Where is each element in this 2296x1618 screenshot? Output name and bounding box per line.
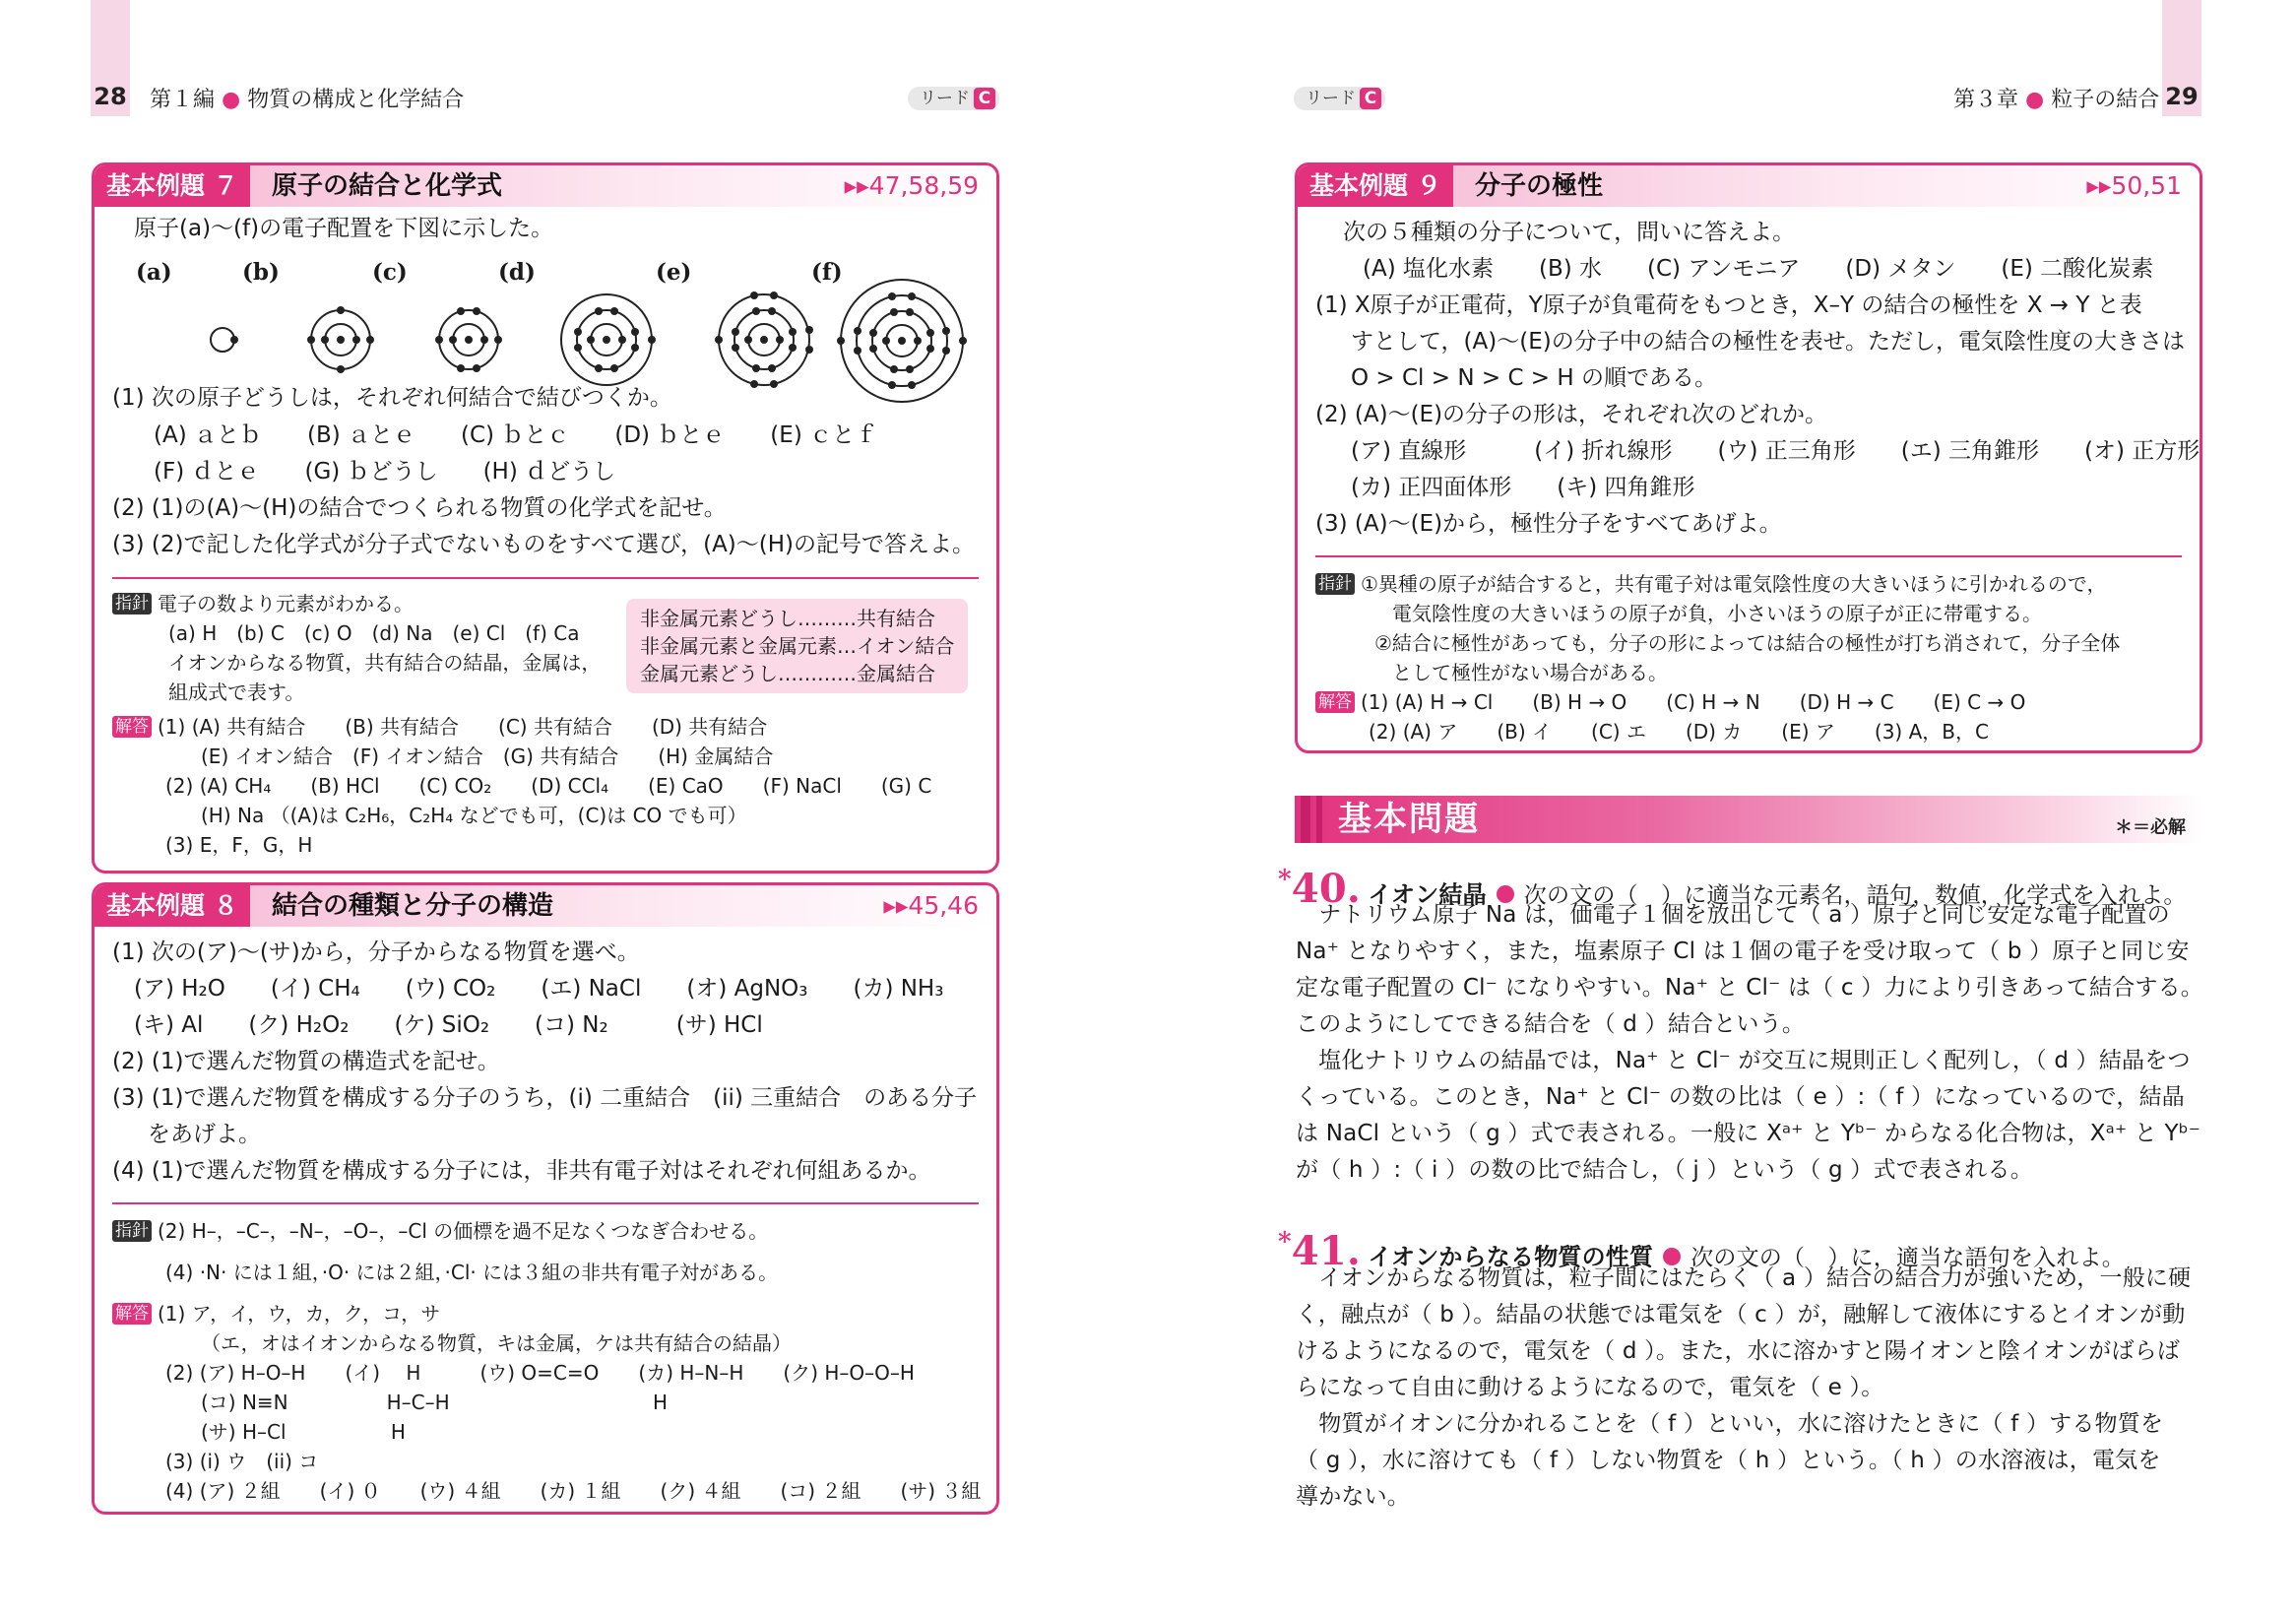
answer-line-7: (4) (ア) ２組 (イ) ０ (ウ) ４組 (カ) １組 (ク) ４組 (コ) ２組 (サ) ３組	[165, 1479, 982, 1503]
atom-c-diagram	[435, 307, 502, 372]
page-number: 28	[94, 83, 127, 110]
hint-line-1: 指針 ①異種の原子が結合すると，共有電子対は電気陰性度の大きいほうに引かれるので，	[1315, 569, 2107, 599]
problem-40-line: くっている。このとき，Na⁺ と Cl⁻ の数の比は（ e ）:（ f ）になっているので，結晶	[1296, 1084, 2185, 1110]
hint-line-4: 組成式で表す。	[168, 680, 305, 704]
example-title: 分子の極性	[1475, 171, 1604, 201]
answer-tag: 解答	[112, 716, 152, 738]
divider	[1315, 555, 2182, 557]
problem-40-line: は NaCl という（ g ）式で表される。一般に Xᵃ⁺ と Yᵇ⁻ からなる化合物は，Xᵃ⁺ と Yᵇ⁻	[1296, 1121, 2201, 1146]
section-title: 基本問題	[1338, 800, 1480, 839]
running-head-chapter: 第３章	[1953, 88, 2019, 112]
question-3-cont: をあげよ。	[148, 1122, 261, 1147]
intro-text: 原子(a)～(f)の電子配置を下図に示した。	[134, 216, 554, 241]
divider	[112, 577, 979, 579]
problem-41-line: けるようになるので，電気を（ d ）。また，水に溶かすと陽イオンと陰イオンがばらば	[1296, 1338, 2181, 1364]
question-2: (2) (1)で選んだ物質の構造式を記せ。	[112, 1049, 500, 1074]
problem-41-line: （ g ），水に溶けても（ f ）しない物質を（ h ）という。（ h ）の水溶液は，電気を	[1296, 1448, 2161, 1473]
answer-line-1: 解答 (1) (A) H → Cl (B) H → O (C) H → N (D) H → C (E) C → O	[1315, 687, 2025, 717]
question-3: (3) (2)で記した化学式が分子式でないものをすべて選び，(A)～(H)の記号で答えよ。	[112, 532, 976, 557]
question-1-choices-row1: (A) ａとｂ (B) ａとｅ (C) ｂとｃ (D) ｂとｅ (E) ｃとｆ	[154, 422, 878, 448]
answer-line-2: (E) イオン結合 (F) イオン結合 (G) 共有結合 (H) 金属結合	[201, 744, 774, 768]
question-4: (4) (1)で選んだ物質を構成する分子には，非共有電子対はそれぞれ何組あるか。	[112, 1158, 931, 1184]
atom-f-diagram	[828, 267, 976, 415]
required-legend: ＊＝必解	[2115, 817, 2186, 838]
problem-title: イオンからなる物質の性質	[1368, 1243, 1654, 1271]
problem-41-line: 物質がイオンに分かれることを（ f ）といい，水に溶けたときに（ f ）する物質を	[1296, 1411, 2164, 1437]
atom-label-d: (d)	[498, 259, 536, 286]
question-1-choices-row2: (キ) Al (ク) H₂O₂ (ケ) SiO₂ (コ) N₂ (サ) HCl	[134, 1012, 763, 1038]
atom-a-diagram	[211, 328, 238, 352]
answer-line-1: 解答 (1) (A) 共有結合 (B) 共有結合 (C) 共有結合 (D) 共有結合	[112, 712, 767, 742]
atom-label-c: (c)	[372, 259, 408, 286]
question-2: (2) (A)～(E)の分子の形は，それぞれ次のどれか。	[1315, 402, 1828, 427]
problem-41-line: イオンからなる物質は，粒子間にはたらく（ a ）結合の結合力が強いため，一般に硬	[1296, 1265, 2192, 1291]
answer-line-4: (H) Na （(A)は C₂H₆，C₂H₄ などでも可，(C)は CO でも可）	[201, 804, 747, 827]
question-1-cont1: すとして，(A)～(E)の分子中の結合の極性を表せ。ただし，電気陰性度の大きさは	[1351, 329, 2186, 355]
atom-label-f: (f)	[811, 259, 843, 286]
answer-line-1: 解答 (1) ア，イ，ウ，カ，ク，コ，サ	[112, 1299, 440, 1328]
example-ref: ▸▸45,46	[883, 891, 979, 920]
problem-40-line: Na⁺ となりやすく，また，塩素原子 Cl は１個の電子を受け取って（ b ）原子と同じ安	[1296, 938, 2190, 964]
hint-line-3: ②結合に極性があっても，分子の形によっては結合の極性が打ち消されて，分子全体	[1374, 631, 2121, 655]
answer-line-3: (2) (A) CH₄ (B) HCl (C) CO₂ (D) CCl₄ (E) CaO (F) NaCl (G) C	[165, 774, 932, 798]
example-ref: ▸▸50,51	[2086, 171, 2182, 200]
answer-tag: 解答	[112, 1303, 152, 1325]
page-number: 29	[2165, 83, 2199, 110]
hint-line-4: として極性がない場合がある。	[1392, 661, 1668, 684]
answer-line-2: （エ，オはイオンからなる物質，キは金属，ケは共有結合の結晶）	[201, 1331, 792, 1355]
example-title: 結合の種類と分子の構造	[272, 891, 554, 921]
example-title: 原子の結合と化学式	[272, 171, 503, 201]
hint-line-2: (4) ·N· には１組，·O· には２組，·Cl· には３組の非共有電子対がある。	[165, 1261, 779, 1284]
question-1-choices-row2: (F) ｄとｅ (G) ｂどうし (H) ｄどうし	[154, 459, 616, 485]
example-7-box	[92, 162, 999, 874]
hint-line-1: 指針 (2) H–，–C–，–N–，–O–，–Cl の価標を過不足なくつなぎ合わせる。	[112, 1216, 768, 1246]
atom-b-diagram	[307, 306, 374, 373]
atom-label-b: (b)	[242, 259, 280, 286]
answer-line-5: (サ) H–Cl H	[201, 1420, 406, 1444]
hint-line-3: イオンからなる物質，共有結合の結晶，金属は，	[168, 651, 602, 675]
problem-prompt: 次の文の（ ）に，適当な語句を入れよ。	[1690, 1245, 2126, 1271]
problem-41-line: らになって自由に動けるようになるので，電気を（ e ）。	[1296, 1375, 1884, 1400]
running-head: 第３章 ● 粒子の結合	[1953, 88, 2160, 112]
atom-d-diagram	[561, 294, 656, 385]
question-3: (3) (1)で選んだ物質を構成する分子のうち，(i) 二重結合 (ii) 三重結合 のある分子	[112, 1085, 978, 1111]
example-label: 基本例題 ９	[1298, 165, 1453, 207]
question-1-cont2: O > Cl > N > C > H の順である。	[1351, 365, 1717, 391]
answer-line-6: (3) (i) ウ (ii) コ	[165, 1450, 319, 1473]
answer-line-5: (3) E，F，G，H	[165, 833, 313, 857]
problem-prompt: 次の文の（ ）に適当な元素名，語句，数値，化学式を入れよ。	[1523, 882, 2187, 909]
hint-line-2: (a) H (b) C (c) O (d) Na (e) Cl (f) Ca	[168, 621, 580, 645]
running-head: 第１編 ● 物質の構成と化学結合	[150, 88, 465, 112]
answer-tag: 解答	[1315, 691, 1355, 713]
lead-badge: リード C	[1294, 87, 1385, 110]
example-label: 基本例題 ８	[95, 885, 250, 927]
atom-label-e: (e)	[656, 259, 692, 286]
question-1: (1) 次の原子どうしは，それぞれ何結合で結びつくか。	[112, 385, 672, 411]
section-header	[1295, 796, 2202, 843]
question-2: (2) (1)の(A)～(H)の結合でつくられる物質の化学式を記せ。	[112, 495, 727, 521]
lead-badge: リード C	[908, 87, 999, 110]
running-head-part: 第１編	[150, 88, 216, 112]
example-label: 基本例題 ７	[95, 165, 250, 207]
page-number-tab	[2162, 0, 2201, 116]
problem-40-line: 定な電子配置の Cl⁻ になりやすい。Na⁺ と Cl⁻ は（ c ）力により引きあって結合する。	[1296, 975, 2204, 1001]
page-number-tab	[91, 0, 130, 116]
problem-41-line: 導かない。	[1296, 1484, 1410, 1510]
question-1-choices-row1: (ア) H₂O (イ) CH₄ (ウ) CO₂ (エ) NaCl (オ) AgNO₃ (カ) NH₃	[134, 976, 944, 1002]
problem-40-line: 塩化ナトリウムの結晶では，Na⁺ と Cl⁻ が交互に規則正しく配列し，（ d ）結晶をつ	[1296, 1048, 2191, 1073]
running-head-title: 物質の構成と化学結合	[247, 88, 465, 112]
example-9-box	[1295, 162, 2202, 753]
problem-number: *40.	[1278, 866, 1361, 913]
hint-line-2: 電気陰性度の大きいほうの原子が負，小さいほうの原子が正に帯電する。	[1392, 602, 2042, 625]
hint-line-1: 指針 電子の数より元素がわかる。	[112, 589, 414, 618]
question-1: (1) 次の(ア)～(サ)から，分子からなる物質を選べ。	[112, 939, 640, 965]
running-head-title: 粒子の結合	[2051, 88, 2160, 112]
problem-40-line: ナトリウム原子 Na は，価電子１個を放出して（ a ）原子と同じ安定な電子配置の	[1296, 902, 2170, 928]
intro-text: 次の５種類の分子について，問いに答えよ。	[1343, 220, 1796, 245]
divider	[112, 1202, 979, 1204]
bond-type-note: 非金属元素どうし………共有結合 非金属元素と金属元素…イオン結合 金属元素どうし…………金属結合	[626, 599, 968, 693]
question-3: (3) (A)～(E)から，極性分子をすべてあげよ。	[1315, 511, 1782, 537]
hint-tag: 指針	[112, 593, 152, 615]
problem-number: *41.	[1278, 1228, 1361, 1275]
problem-40-line: このようにしてできる結合を（ d ）結合という。	[1296, 1011, 1806, 1037]
answer-line-3: (2) (ア) H–O–H (イ) H (ウ) O=C=O (カ) H–N–H (ク) H–O–O–H	[165, 1361, 915, 1385]
question-2-choices-row1: (ア) 直線形 (イ) 折れ線形 (ウ) 正三角形 (エ) 三角錐形 (オ) 正方形	[1351, 438, 2200, 464]
molecule-list: (A) 塩化水素 (B) 水 (C) アンモニア (D) メタン (E) 二酸化炭素	[1363, 256, 2154, 282]
example-ref: ▸▸47,58,59	[844, 171, 979, 200]
hint-tag: 指針	[112, 1220, 152, 1242]
answer-line-2: (2) (A) ア (B) イ (C) エ (D) カ (E) ア (3) A，B，C	[1369, 720, 1989, 744]
answer-line-4: (コ) N≡N H–C–H H	[201, 1391, 669, 1414]
problem-40-line: が（ h ）:（ i ）の数の比で結合し，（ j ）という（ g ）式で表される。	[1296, 1157, 2033, 1183]
question-2-choices-row2: (カ) 正四面体形 (キ) 四角錐形	[1351, 475, 1695, 500]
example-8-box	[92, 882, 999, 1515]
problem-title: イオン結晶	[1368, 880, 1487, 909]
atom-e-diagram	[715, 291, 813, 388]
hint-tag: 指針	[1315, 573, 1355, 595]
atom-label-a: (a)	[136, 259, 172, 286]
problem-41-line: く，融点が（ b ）。結晶の状態では電気を（ c ）が，融解して液体にするとイオンが動	[1296, 1302, 2186, 1327]
question-1: (1) X原子が正電荷，Y原子が負電荷をもつとき，X–Y の結合の極性を X → Y と表	[1315, 292, 2142, 318]
